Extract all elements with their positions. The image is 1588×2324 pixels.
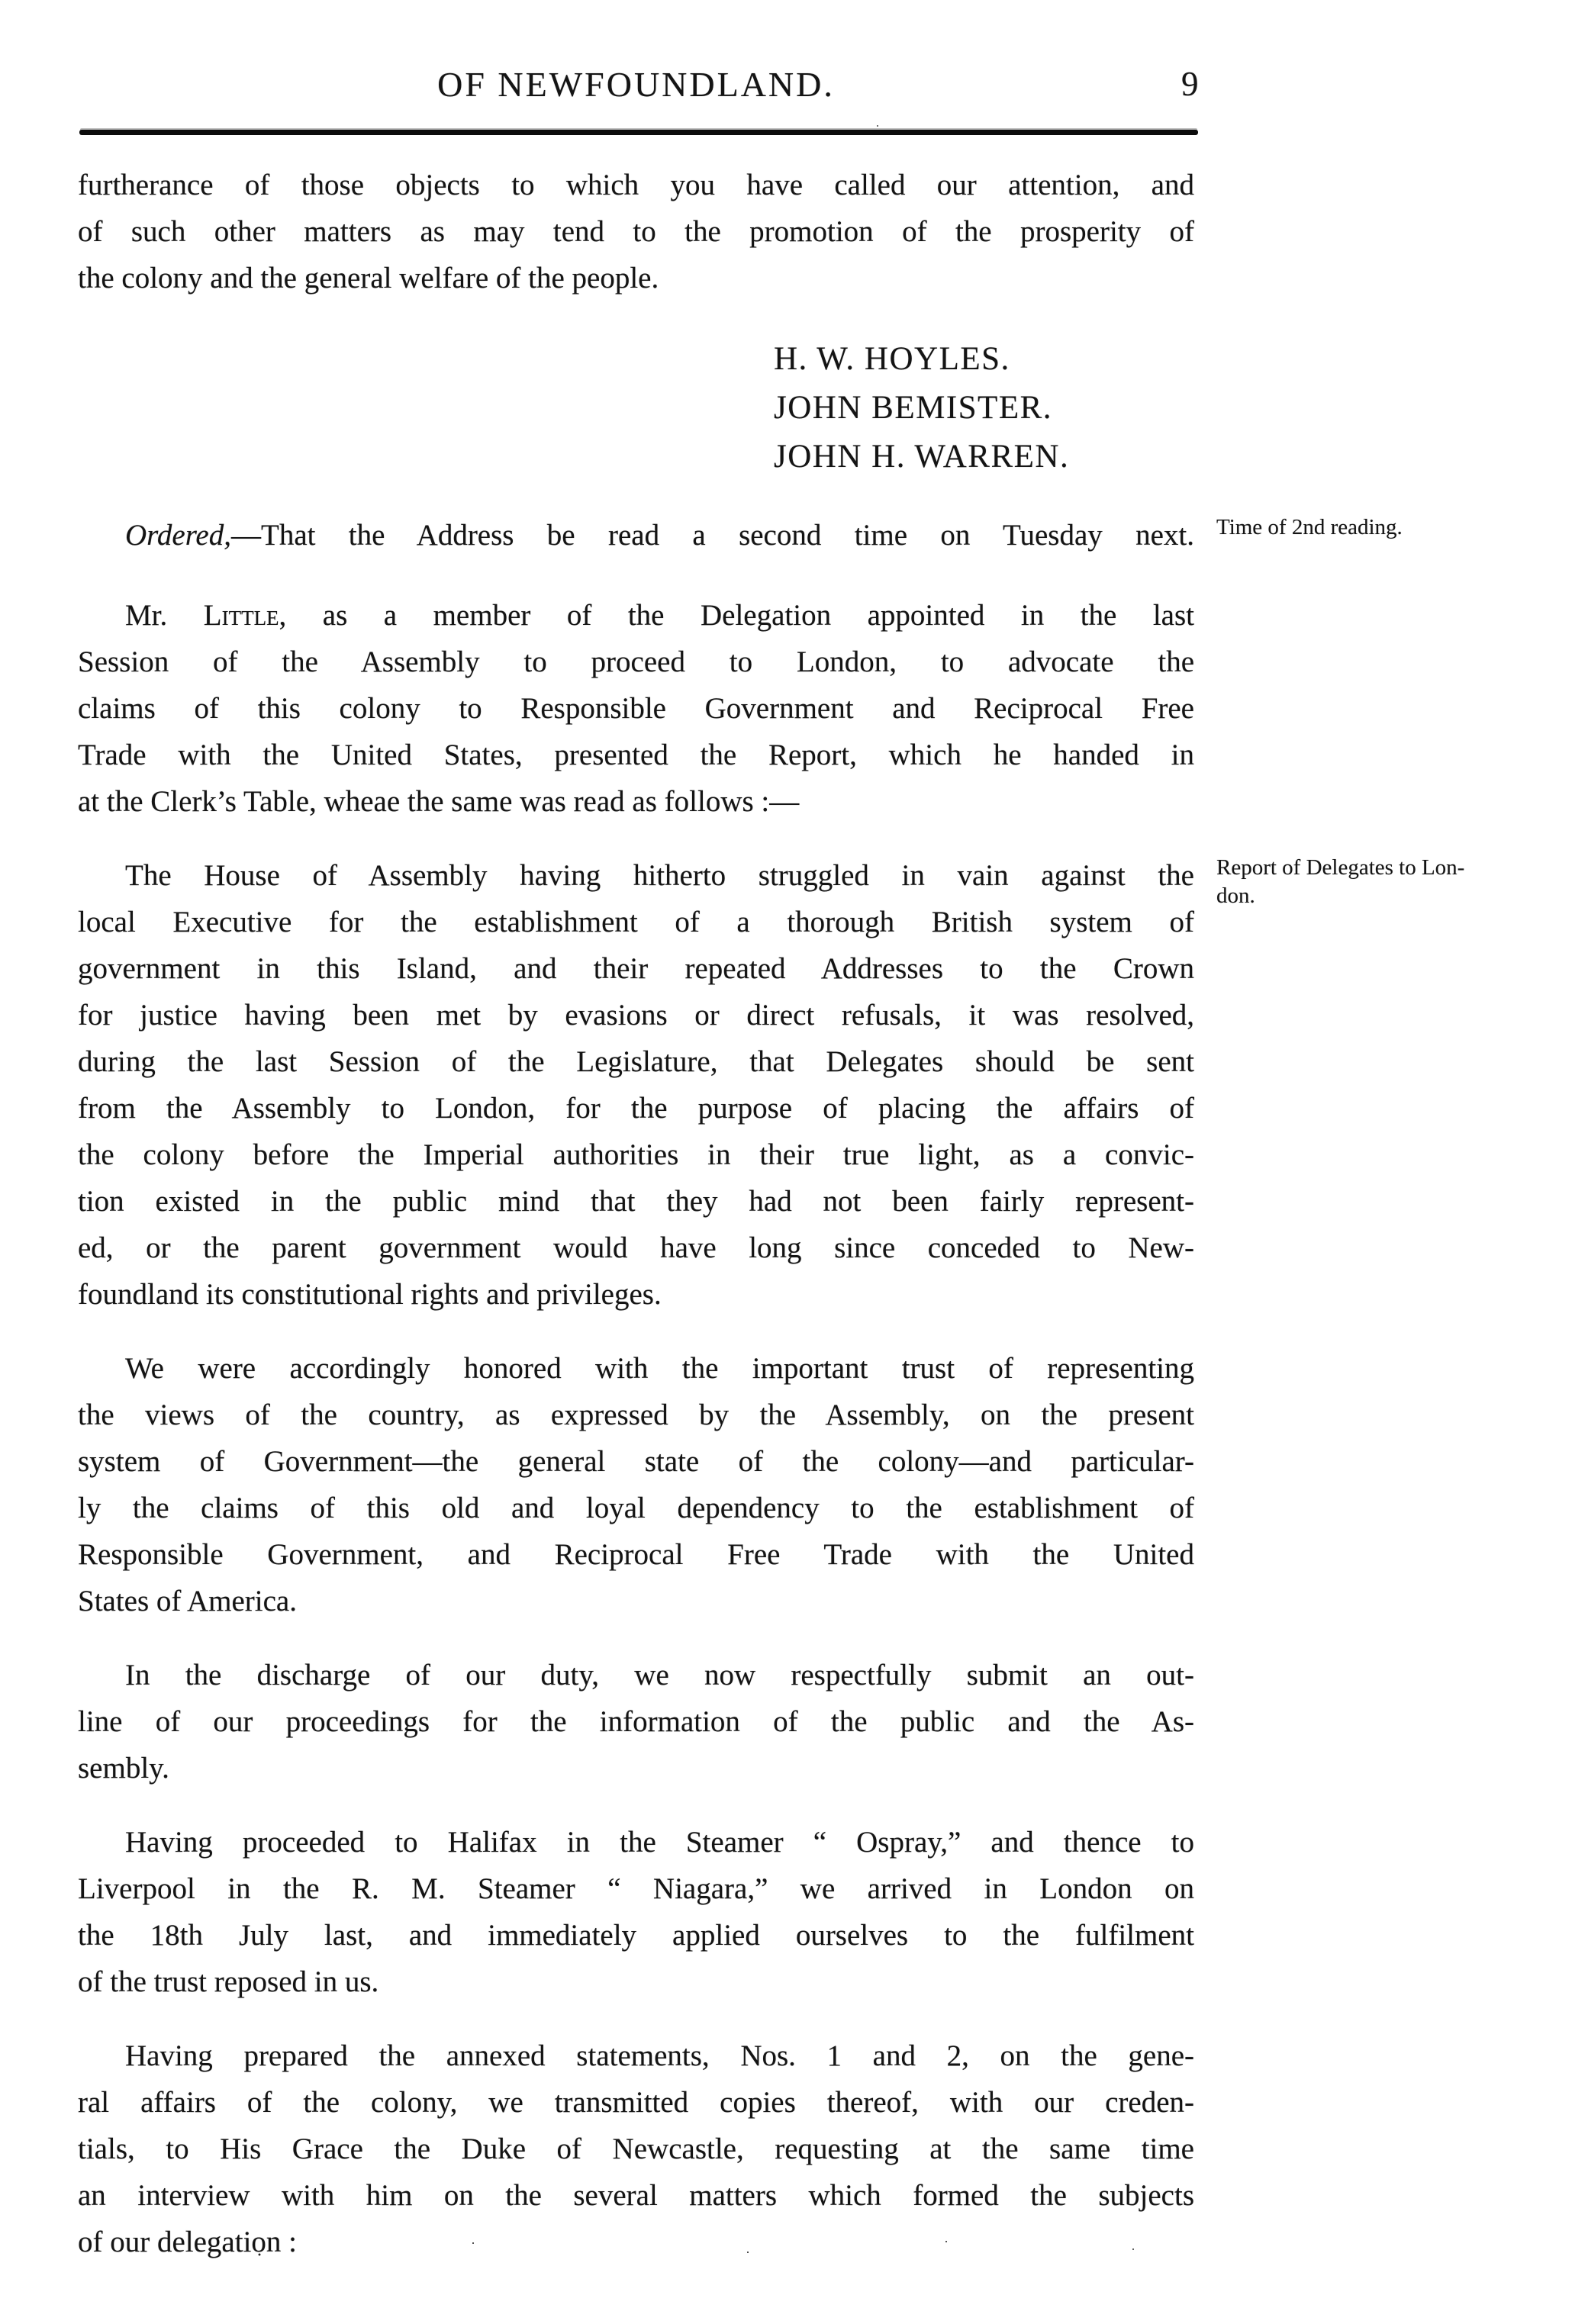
text-line: line of our proceedings for the information of the public and the As- [78,1705,1194,1738]
paragraph-voyage-to-london [78,1819,1194,2005]
text-line: the colony and the general welfare of the people. [78,262,659,295]
text-line: ed, or the parent government would have long since conceded to New- [78,1231,1194,1264]
text-line: Having proceeded to Halifax in the Steamer “ Ospray,” and thence to [125,1826,1194,1859]
text-line: Trade with the United States, presented the Report, which he handed in [78,739,1194,771]
text-line: local Executive for the establishment of a thorough British system of [78,906,1194,938]
text-line: of the trust reposed in us. [78,1965,379,1998]
little-name: Little, [203,599,287,632]
text-line: ral affairs of the colony, we transmitted copies thereof, with our creden- [78,2086,1194,2119]
text-line [78,512,1194,558]
signature-name: JOHN BEMISTER. [774,390,1053,426]
margin-note-report-of-delegates [1216,854,1588,910]
text-line: at the Clerk’s Table, wheae the same was read as follows :— [78,785,800,818]
text-line: furtherance of those objects to which you have called our attention, and [78,169,1194,201]
paragraph-ordered [78,512,1403,558]
header-rule [79,130,1198,135]
text-line: tion existed in the public mind that they had not been fairly represent- [78,1185,1194,1218]
paragraph-annexed-statements [78,2033,1194,2265]
text-line: of such other matters as may tend to the promotion of the prosperity of [78,215,1194,248]
margin-note-line: Time of 2nd reading. [1216,515,1403,539]
text-line: The House of Assembly having hitherto struggled in vain against the [125,859,1194,892]
paragraph-discharge-of-duty [78,1652,1194,1791]
text-line: an interview with him on the several matters which formed the subjects [78,2179,1194,2212]
paragraph-mr-little [78,592,1194,825]
text-line: the colony before the Imperial authorities in their true light, as a convic- [78,1138,1194,1171]
text-line: claims of this colony to Responsible Government and Reciprocal Free [78,692,1194,725]
text-line: In the discharge of our duty, we now respectfully submit an out- [125,1659,1194,1691]
text-line: sembly. [78,1752,169,1785]
text-line: ly the claims of this old and loyal dependency to the establishment of [78,1492,1194,1524]
signature-name: JOHN H. WARREN. [774,439,1070,475]
page-number: 9 [1181,65,1199,103]
margin-note-line: Report of Delegates to Lon- [1216,855,1465,880]
ordered-rest: —That the Address be read a second time on Tuesday next. [231,519,1194,552]
paragraph-continuation [78,162,1194,301]
text-line: the 18th July last, and immediately applied ourselves to the fulfilment [78,1919,1194,1952]
text-line: Responsible Government, and Reciprocal Free Trade with the United [78,1538,1194,1571]
text-line: foundland its constitutional rights and privileges. [78,1278,662,1311]
text-line: Liverpool in the R. M. Steamer “ Niagara,” we arrived in London on [78,1872,1194,1905]
text-line: tials, to His Grace the Duke of Newcastle, requesting at the same time [78,2132,1194,2165]
page-title: OF NEWFOUNDLAND. [437,65,835,104]
paragraph-report-of-delegates [78,852,1465,1318]
text-line: government in this Island, and their repeated Addresses to the Crown [78,952,1194,985]
body-text [78,162,1465,2265]
text-line: during the last Session of the Legislature, that Delegates should be sent [78,1045,1194,1078]
text-line: States of America. [78,1585,297,1617]
ordered-lead: Ordered, [125,519,231,552]
little-rest: as a member of the Delegation appointed in the last [286,599,1194,632]
text-line: the views of the country, as expressed by the Assembly, on the present [78,1399,1194,1431]
text-line: Session of the Assembly to proceed to London, to advocate the [78,645,1194,678]
signature-list [774,335,1194,481]
little-prefix: Mr. [125,599,204,632]
text-line: system of Government—the general state of the colony—and particular- [78,1445,1194,1478]
text-line [78,592,1194,639]
margin-note-second-reading [1216,513,1588,542]
text-line: Having prepared the annexed statements, Nos. 1 and 2, on the gene- [125,2039,1194,2072]
margin-note-line: don. [1216,884,1255,908]
signature-name: H. W. HOYLES. [774,341,1010,377]
paragraph-honored-trust [78,1345,1194,1624]
text-line: We were accordingly honored with the important trust of representing [125,1352,1194,1385]
text-line: of our delegation : [78,2226,297,2258]
text-line: from the Assembly to London, for the purpose of placing the affairs of [78,1092,1194,1125]
text-line: for justice having been met by evasions or direct refusals, it was resolved, [78,999,1194,1032]
